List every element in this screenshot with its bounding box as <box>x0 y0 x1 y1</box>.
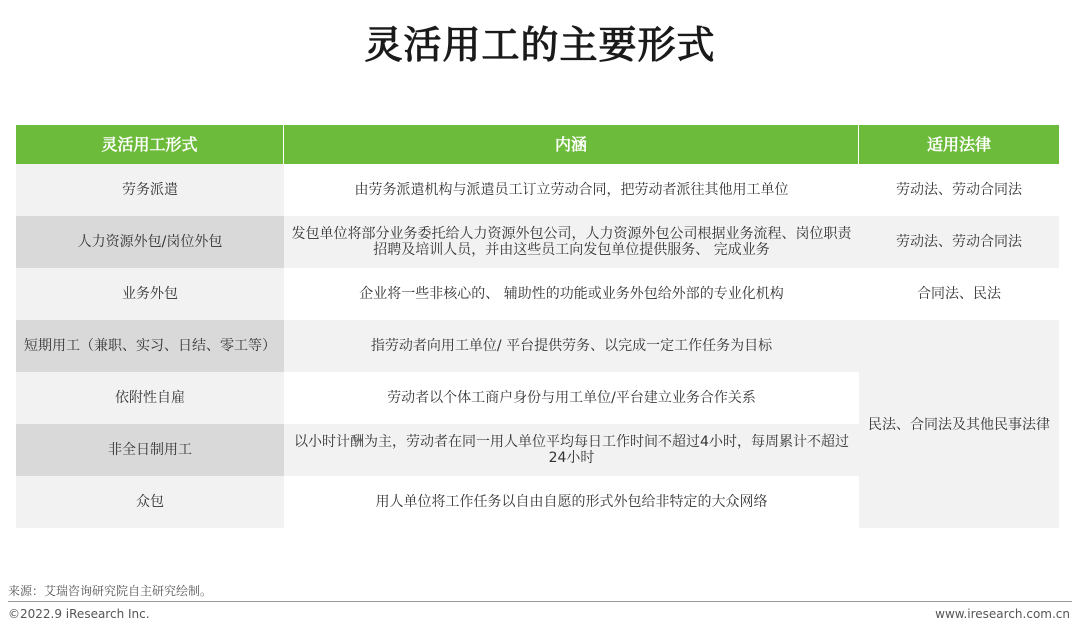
header-law: 适用法律 <box>859 125 1059 164</box>
form-cell: 众包 <box>16 476 284 528</box>
meaning-cell: 由劳务派遣机构与派遣员工订立劳动合同，把劳动者派往其他用工单位 <box>284 164 859 216</box>
meaning-cell: 用人单位将工作任务以自由自愿的形式外包给非特定的大众网络 <box>284 476 859 528</box>
meaning-cell: 以小时计酬为主，劳动者在同一用人单位平均每日工作时间不超过4小时，每周累计不超过24小时 <box>284 424 859 476</box>
copyright: ©2022.9 iResearch Inc. <box>8 607 150 621</box>
form-cell: 业务外包 <box>16 268 284 320</box>
table-header-row <box>16 125 1059 164</box>
meaning-cell: 企业将一些非核心的、 辅助性的功能或业务外包给外部的专业化机构 <box>284 268 859 320</box>
form-cell: 劳务派遣 <box>16 164 284 216</box>
meaning-cell: 发包单位将部分业务委托给人力资源外包公司，人力资源外包公司根据业务流程、岗位职责招聘及培训人员，并由这些员工向发包单位提供服务、 完成业务 <box>284 216 859 268</box>
table-row <box>16 216 1059 268</box>
page-title: 灵活用工的主要形式 <box>364 23 716 67</box>
header-meaning: 内涵 <box>284 125 859 164</box>
table-row <box>16 268 1059 320</box>
forms-table <box>16 125 1059 528</box>
table-row <box>16 164 1059 216</box>
law-cell: 合同法、民法 <box>859 268 1059 320</box>
merged-law-cell: 民法、合同法及其他民事法律 <box>859 320 1059 528</box>
law-cell: 劳动法、劳动合同法 <box>859 216 1059 268</box>
form-cell: 依附性自雇 <box>16 372 284 424</box>
form-cell: 短期用工（兼职、实习、日结、零工等） <box>16 320 284 372</box>
source-note: 来源：艾瑞咨询研究院自主研究绘制。 <box>8 584 213 598</box>
meaning-cell: 劳动者以个体工商户身份与用工单位/平台建立业务合作关系 <box>284 372 859 424</box>
law-cell: 劳动法、劳动合同法 <box>859 164 1059 216</box>
form-cell: 非全日制用工 <box>16 424 284 476</box>
header-form: 灵活用工形式 <box>16 125 284 164</box>
form-cell: 人力资源外包/岗位外包 <box>16 216 284 268</box>
footer-divider <box>8 601 1072 602</box>
meaning-cell: 指劳动者向用工单位/ 平台提供劳务、以完成一定工作任务为目标 <box>284 320 859 372</box>
website-link[interactable]: www.iresearch.com.cn <box>935 607 1070 621</box>
